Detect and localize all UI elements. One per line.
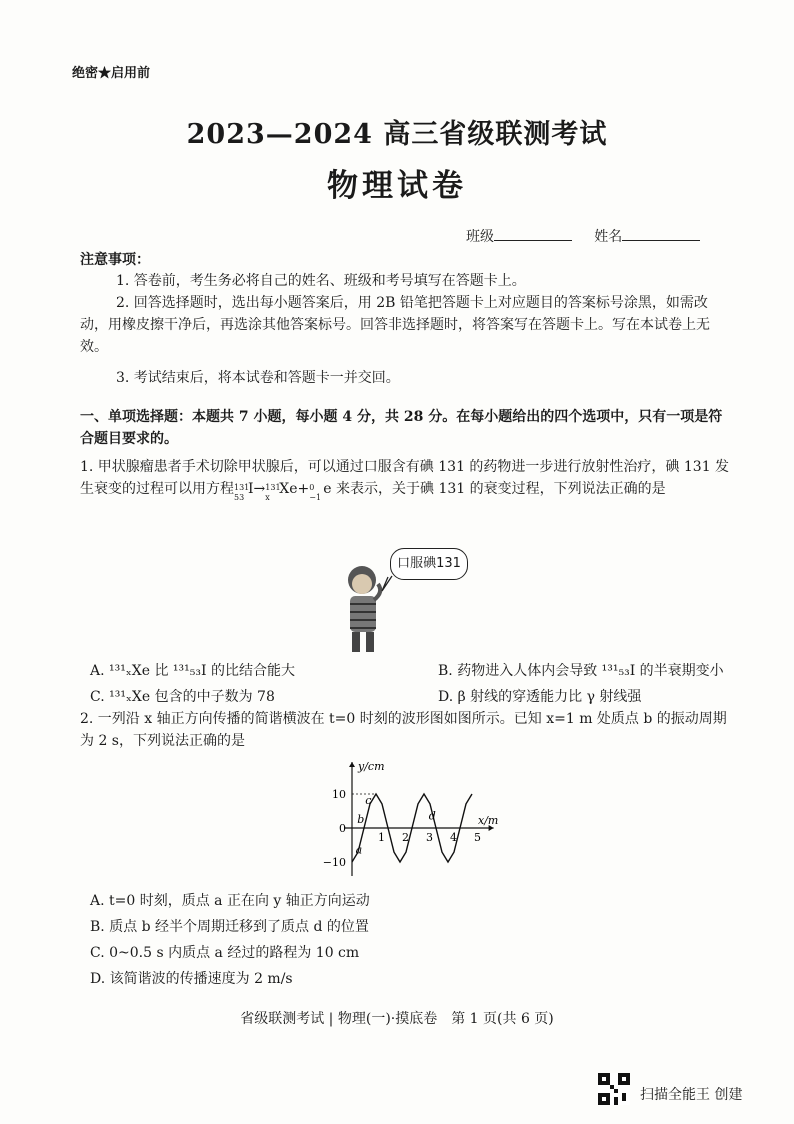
mass-number: 131 (265, 483, 281, 492)
exam-title: 2023—2024 高三省级联测考试 (186, 119, 608, 150)
q1-option-c[interactable]: C. ¹³¹ₓXe 包含的中子数为 78 (90, 689, 275, 705)
qr-code-icon (598, 1073, 630, 1105)
x-tick-label: 2 (402, 831, 409, 844)
exam-subtitle: 物理试卷 (327, 168, 467, 204)
x-axis-label: x/m (478, 814, 499, 827)
q2-option-d[interactable]: D. 该简谐波的传播速度为 2 m/s (90, 971, 293, 987)
q1-stem-part-a: 1. 甲状腺瘤患者手术切除甲状腺后，可以通过口服含有碘 131 的药物进一步进行放射性治疗，碘 131 发生衰变的过程可以用方程 (80, 459, 730, 497)
xenon-symbol: Xe (279, 481, 298, 497)
section-heading: 一、单项选择题：本题共 7 小题，每小题 4 分，共 28 分。在每小题给出的四个选项中，只有一项是符合题目要求的。 (80, 409, 723, 447)
charge-number: −1 (309, 493, 322, 502)
point-label-d: d (428, 809, 436, 823)
plus-sign: + (297, 481, 310, 497)
q1-option-b[interactable]: B. 药物进入人体内会导致 ¹³¹₅₃I 的半衰期变小 (438, 663, 724, 679)
question-2-stem: 2. 一列沿 x 轴正方向传播的简谐横波在 t=0 时刻的波形图如图所示。已知 x=1 m 处质点 b 的振动周期为 2 s，下列说法正确的是 (80, 711, 727, 749)
mass-number: 131 (234, 483, 250, 492)
atomic-number: 53 (234, 493, 245, 502)
atomic-number: x (265, 493, 270, 502)
name-label: 姓名 (594, 229, 623, 245)
x-tick-label: 5 (474, 831, 481, 844)
x-tick-label: 4 (450, 831, 457, 844)
confidential-label: 绝密★启用前 (72, 66, 151, 81)
scanner-watermark: 扫描全能王 创建 (640, 1087, 743, 1103)
electron-notation (309, 481, 323, 502)
y-axis-arrow (349, 762, 355, 767)
y-axis-label: y/cm (358, 760, 385, 773)
question-1-stem (80, 456, 730, 500)
bubble-tail (378, 575, 398, 595)
y-tick-label: 10 (332, 788, 346, 801)
x-tick-label: 1 (378, 831, 385, 844)
point-label-a: a (355, 843, 363, 857)
point-label-b: b (357, 812, 365, 826)
reaction-arrow: → (253, 481, 266, 497)
q2-option-b[interactable]: B. 质点 b 经半个周期迁移到了质点 d 的位置 (90, 919, 369, 935)
page-footer: 省级联测考试 | 物理(一)·摸底卷 第 1 页(共 6 页) (240, 1011, 554, 1027)
q2-option-a[interactable]: A. t=0 时刻，质点 a 正在向 y 轴正方向运动 (90, 893, 370, 909)
q1-option-a[interactable]: A. ¹³¹ₓXe 比 ¹³¹₅₃I 的比结合能大 (90, 663, 295, 679)
x-tick-label: 3 (426, 831, 433, 844)
note-item: 1. 答卷前，考生务必将自己的姓名、班级和考号填写在答题卡上。 (116, 273, 526, 289)
name-blank[interactable] (622, 228, 700, 241)
y-tick-label: −10 (322, 856, 346, 869)
student-info-line (466, 226, 700, 246)
iodine-isotope (234, 481, 250, 502)
notes-heading: 注意事项： (80, 252, 150, 268)
q2-option-c[interactable]: C. 0~0.5 s 内质点 a 经过的路程为 10 cm (90, 945, 360, 961)
wave-chart (300, 758, 510, 886)
class-blank[interactable] (494, 228, 572, 241)
xenon-isotope (265, 481, 281, 502)
q1-stem-part-b: 来表示，关于碘 131 的衰变过程，下列说法正确的是 (331, 481, 666, 497)
iodine-symbol: I (248, 481, 254, 497)
y-tick-label: 0 (339, 822, 346, 835)
point-label-c: c (365, 794, 372, 808)
speech-bubble: 口服碘131 (390, 548, 468, 580)
q1-option-d[interactable]: D. β 射线的穿透能力比 γ 射线强 (438, 689, 642, 705)
class-label: 班级 (466, 229, 494, 245)
mass-number: 0 (309, 483, 315, 492)
note-item: 3. 考试结束后，将本试卷和答题卡一并交回。 (116, 370, 400, 386)
note-item: 2. 回答选择题时，选出每小题答案后，用 2B 铅笔把答题卡上对应题目的答案标号涂黑，如需改动，用橡皮擦干净后，再选涂其他答案标号。回答非选择题时，将答案写在答题卡上。写在本试卷上无效。 (80, 295, 710, 355)
electron-symbol: e (323, 481, 332, 497)
